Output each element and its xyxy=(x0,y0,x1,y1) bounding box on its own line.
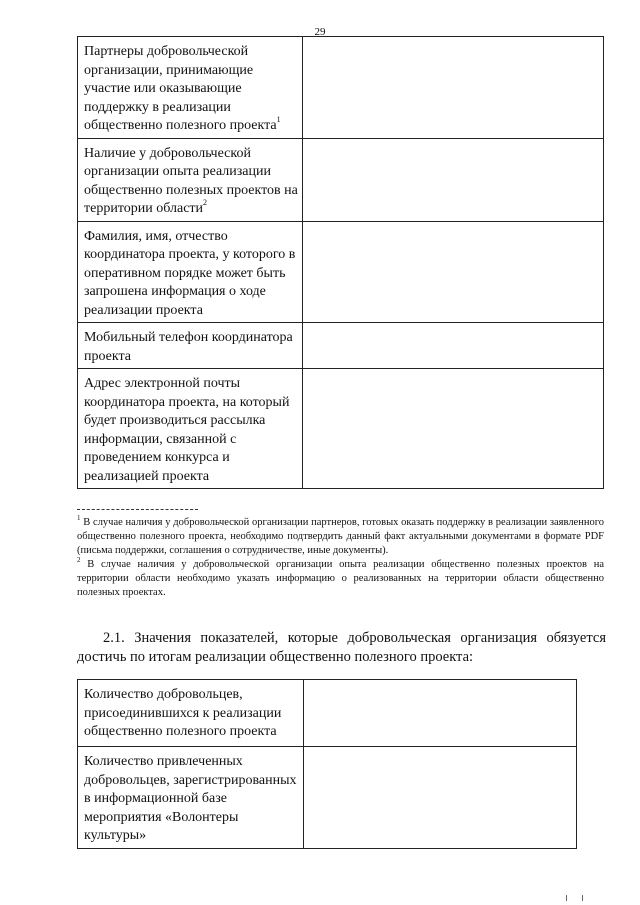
table-row xyxy=(78,138,604,221)
section-intro xyxy=(77,629,606,667)
coordinator-name-value-cell[interactable] xyxy=(303,221,604,323)
table-row xyxy=(78,37,604,139)
table-row xyxy=(78,221,604,323)
table-row xyxy=(78,747,577,849)
coordinator-email-value-cell[interactable] xyxy=(303,369,604,489)
section-text: 2.1. Значения показателей, которые добровольческая организация обязуется достичь по итогам реализации общественно полезного проекта: xyxy=(77,630,606,665)
footnote-text: В случае наличия у добровольческой организации опыта реализации общественно полезных проектов на территории области необходимо указать информацию о реализованных на территории области общественно полезных проектах. xyxy=(77,559,605,598)
indicators-table xyxy=(77,679,577,849)
scan-mark xyxy=(582,895,583,901)
volunteers-joined-value-cell[interactable] xyxy=(304,680,577,747)
project-info-table xyxy=(77,36,604,489)
experience-label: Наличие у добровольческой организации опыта реализации общественно полезных проектов на территории области xyxy=(84,145,298,216)
coordinator-name-label: Фамилия, имя, отчество координатора проекта, у которого в оперативном порядке может быть запрошена информация о ходе реализации проекта xyxy=(78,221,303,323)
footnotes xyxy=(77,516,604,600)
coordinator-email-label: Адрес электронной почты координатора проекта, на который будет производиться рассылка информации, связанной с проведением конкурса и реализацией проекта xyxy=(78,369,303,489)
partners-label: Партнеры добровольческой организации, принимающие участие или оказывающие поддержку в реализации общественно полезного проекта xyxy=(84,44,277,133)
coordinator-phone-label: Мобильный телефон координатора проекта xyxy=(78,323,303,369)
volunteers-registered-label: Количество привлеченных добровольцев, зарегистрированных в информационной базе мероприятия «Волонтеры культуры» xyxy=(78,747,304,849)
footnote-ref: 1 xyxy=(276,115,281,124)
coordinator-phone-value-cell[interactable] xyxy=(303,323,604,369)
footnote xyxy=(77,558,604,600)
footnote-number: 2 xyxy=(77,556,81,564)
page-number: 29 xyxy=(314,26,326,38)
row-label xyxy=(78,138,303,221)
scan-mark xyxy=(566,895,567,901)
table-row xyxy=(78,323,604,369)
partners-value-cell[interactable] xyxy=(303,37,604,139)
footnote-ref: 2 xyxy=(203,198,208,207)
table-row xyxy=(78,680,577,747)
footnote xyxy=(77,516,604,558)
table-row xyxy=(78,369,604,489)
footnote-number: 1 xyxy=(77,514,81,522)
experience-value-cell[interactable] xyxy=(303,138,604,221)
footnote-text: В случае наличия у добровольческой организации партнеров, готовых оказать поддержку в реализации заявленного общественно полезного проекта, необходимо подтвердить данный факт актуальными документами в формате PDF (письма поддержки, соглашения о сотрудничестве, иные документы). xyxy=(77,517,604,556)
volunteers-registered-value-cell[interactable] xyxy=(304,747,577,849)
volunteers-joined-label: Количество добровольцев, присоединившихся к реализации общественно полезного проекта xyxy=(78,680,304,747)
row-label xyxy=(78,37,303,139)
footnote-divider xyxy=(77,509,198,510)
